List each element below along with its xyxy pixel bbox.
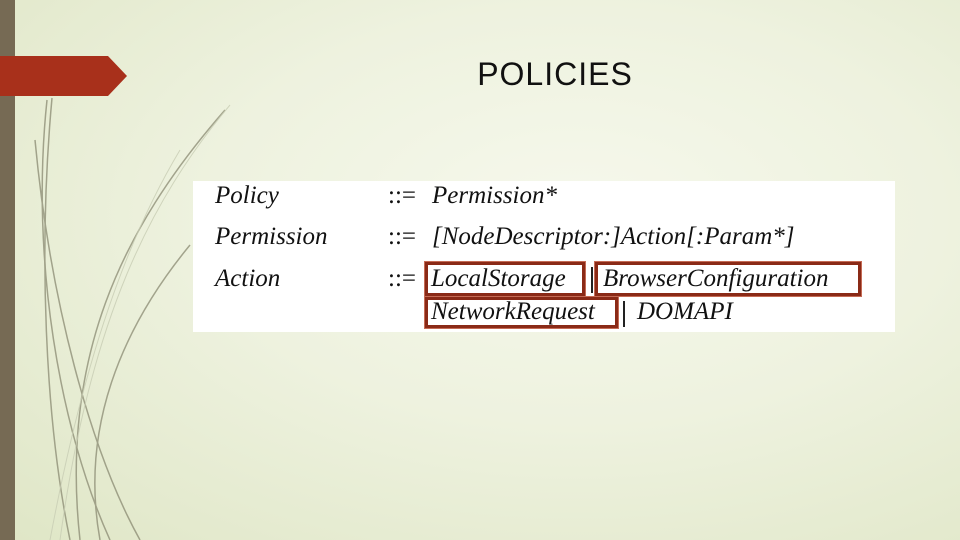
slide-title: POLICIES	[477, 56, 633, 92]
grammar-define-operator: ::=	[388, 265, 416, 292]
grammar-define-operator: ::=	[388, 182, 416, 209]
grammar-lhs-permission: Permission	[215, 223, 328, 250]
grammar-define-operator: ::=	[388, 223, 416, 250]
alternative-separator	[591, 267, 593, 293]
action-domapi: DOMAPI	[637, 298, 733, 325]
action-networkrequest: NetworkRequest	[431, 298, 595, 325]
grammar-rhs-permission: [NodeDescriptor:]Action[:Param*]	[432, 223, 795, 250]
action-localstorage: LocalStorage	[431, 265, 566, 292]
grammar-rhs-policy: Permission*	[432, 182, 557, 209]
grammar-lhs-action: Action	[215, 265, 281, 292]
grammar-definition-figure	[193, 181, 895, 332]
alternative-separator	[623, 301, 625, 327]
action-browserconfiguration: BrowserConfiguration	[603, 265, 829, 292]
grammar-lhs-policy: Policy	[215, 182, 279, 209]
